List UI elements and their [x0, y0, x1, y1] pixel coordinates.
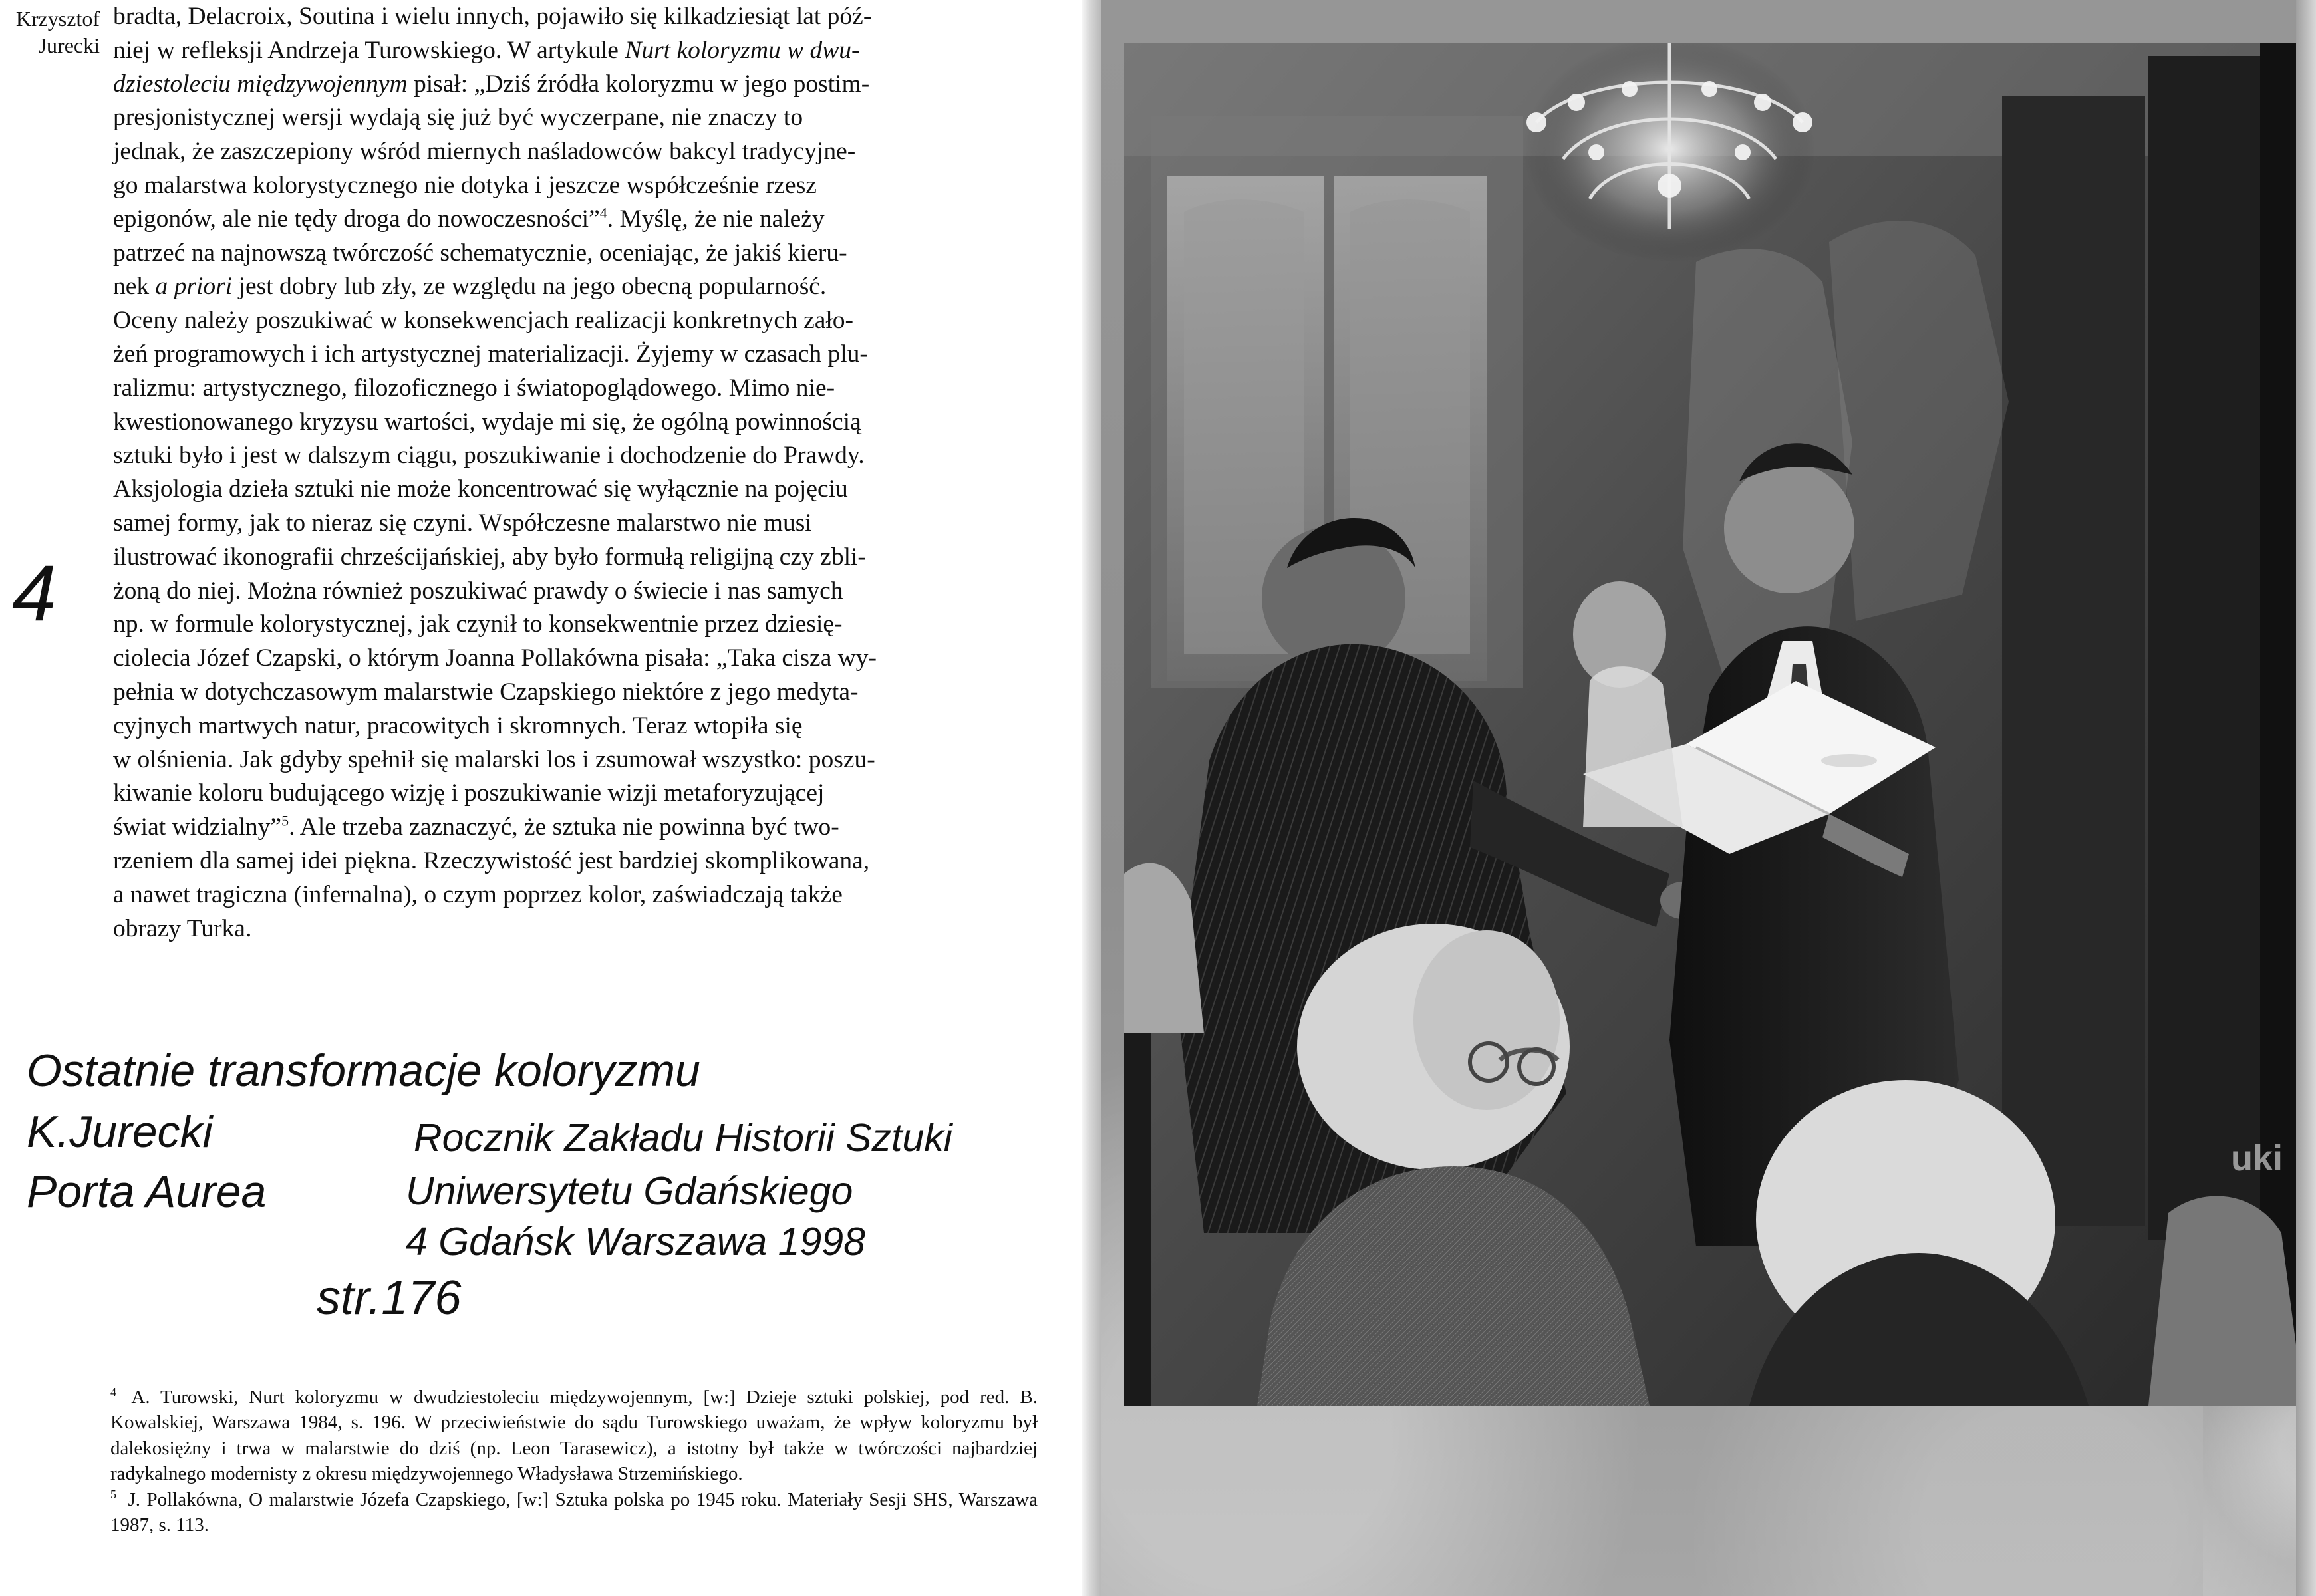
body-line: go malarstwa kolorystycznego nie dotyka i jeszcze współcześnie rzesz — [113, 171, 817, 199]
left-page — [0, 0, 1086, 1596]
ceremony-photo — [1124, 43, 2304, 1406]
body-line: niej w refleksji Andrzeja Turowskiego. W artykule Nurt koloryzmu w dwu- — [113, 36, 860, 64]
footnote-4 — [110, 1385, 1038, 1487]
body-line: ralizmu: artystycznego, filozoficznego i światopoglądowego. Mimo nie- — [113, 374, 835, 402]
citation-publisher: Porta Aurea — [27, 1166, 267, 1217]
body-line: presjonistycznej wersji wydają się już być wyczerpane, nie znaczy to — [113, 104, 803, 132]
body-line: kiwanie koloru budującego wizję i poszukiwanie wizji metaforyzującej — [113, 779, 825, 807]
body-line: sztuki było i jest w dalszym ciągu, poszukiwanie i dochodzenie do Prawdy. — [113, 442, 865, 469]
citation-journal-line-2: Uniwersytetu Gdańskiego — [406, 1169, 853, 1213]
body-line: ilustrować ikonografii chrześcijańskiej, aby było formułą religijną czy zbli- — [113, 543, 866, 571]
right-page — [1101, 0, 2316, 1596]
body-line: kwestionowanego kryzysu wartości, wydaje mi się, że ogólną powinnością — [113, 408, 861, 436]
running-head — [0, 5, 100, 59]
body-line: świat widzialny”$^5$. Ale trzeba zaznaczyć, że sztuka nie powinna być two- — [113, 812, 839, 841]
running-head-first-name: Krzysztof — [15, 7, 100, 31]
citation-title: Ostatnie transformacje koloryzmu — [27, 1045, 700, 1096]
citation-journal-line-1: Rocznik Zakładu Historii Sztuki — [414, 1116, 952, 1160]
photo-watermark-text: uki — [2231, 1138, 2283, 1178]
footnote-5 — [110, 1487, 1038, 1538]
body-line: żeń programowych i ich artystycznej materializacji. Żyjemy w czasach plu- — [113, 340, 868, 368]
body-line: żoną do niej. Można również poszukiwać prawdy o świecie i nas samych — [113, 577, 843, 604]
body-line: dziestoleciu międzywojennym pisał: „Dziś źródła koloryzmu w jego postim- — [113, 70, 870, 98]
footnotes — [110, 1385, 1038, 1537]
footnote-marker: 4 — [110, 1385, 116, 1399]
body-line: epigonów, ale nie tędy droga do nowoczesności”$^4$. Myślę, że nie należy — [113, 204, 825, 233]
ceremony-photo-scene — [1124, 43, 2304, 1406]
body-line: cyjnych martwych natur, pracowitych i skromnych. Teraz wtopiła się — [113, 712, 803, 739]
body-line: bradta, Delacroix, Soutina i wielu innych, pojawiło się kilkadziesiąt lat póź- — [113, 3, 872, 30]
body-line: jednak, że zaszczepiony wśród miernych naśladowców bakcyl tradycyjne- — [113, 138, 856, 166]
italic-title: Nurt koloryzmu w dwu- — [625, 36, 860, 64]
body-text — [113, 0, 1044, 946]
book-gutter — [1082, 0, 1101, 1596]
body-line: w olśnienia. Jak gdyby spełnił się malarski los i zsumował wszystko: poszu- — [113, 745, 875, 773]
page-edge — [2296, 0, 2316, 1596]
footnote-reference: 5 — [281, 812, 289, 829]
running-head-last-name: Jurecki — [38, 33, 100, 57]
body-line: np. w formule kolorystycznej, jak czynił to konsekwentnie przez dziesię- — [113, 610, 843, 638]
citation-page: str.176 — [317, 1271, 462, 1325]
body-line: samej formy, jak to nieraz się czyni. Współczesne malarstwo nie musi — [113, 509, 812, 537]
footnote-reference: 4 — [599, 204, 607, 221]
footnote-marker: 5 — [110, 1487, 116, 1501]
page-number: 4 — [12, 549, 57, 638]
body-line: nek a priori jest dobry lub zły, ze względu na jego obecną popularność. — [113, 273, 827, 301]
body-line: patrzeć na najnowszą twórczość schematycznie, oceniając, że jakiś kieru- — [113, 239, 847, 267]
footnote-text: J. Pollakówna, O malarstwie Józefa Czapskiego, [w:] Sztuka polska po 1945 roku. Materiały Sesji SHS, Warszawa 1987, s. 113. — [110, 1488, 1038, 1536]
body-line: Oceny należy poszukiwać w konsekwencjach realizacji konkretnych zało- — [113, 307, 854, 334]
body-line: obrazy Turka. — [113, 914, 252, 942]
body-line: rzeniem dla samej idei piękna. Rzeczywistość jest bardziej skomplikowana, — [113, 847, 870, 874]
citation-author: K.Jurecki — [27, 1107, 213, 1157]
body-line: ciolecia Józef Czapski, o którym Joanna Pollakówna pisała: „Taka cisza wy- — [113, 644, 877, 672]
body-line: Aksjologia dzieła sztuki nie może koncentrować się wyłącznie na pojęciu — [113, 475, 848, 503]
footnote-text: A. Turowski, Nurt koloryzmu w dwudziestoleciu międzywojennym, [w:] Dzieje sztuki polskiej, pod red. B. Kowalskiej, Warszawa 1984, s. 196. W przeciwieństwie do sądu Turowskiego uważam, że wpływ koloryzmu był dalekosiężny i trwa w malarstwie do dziś (np. Leon Tarasewicz), a istotny był także w twórczości najbardziej radykalnego modernisty z okresu międzywojennego Władysława Strzemińskiego. — [110, 1387, 1038, 1485]
italic-phrase: a priori — [155, 273, 233, 301]
citation-journal-line-3: 4 Gdańsk Warszawa 1998 — [406, 1220, 865, 1264]
italic-title: dziestoleciu międzywojennym — [113, 70, 408, 98]
citation-block — [27, 1044, 1064, 1337]
body-line: a nawet tragiczna (infernalna), o czym poprzez kolor, zaświadczają także — [113, 880, 843, 908]
body-line: pełnia w dotychczasowym malarstwie Czapskiego niektóre z jego medyta- — [113, 678, 859, 706]
